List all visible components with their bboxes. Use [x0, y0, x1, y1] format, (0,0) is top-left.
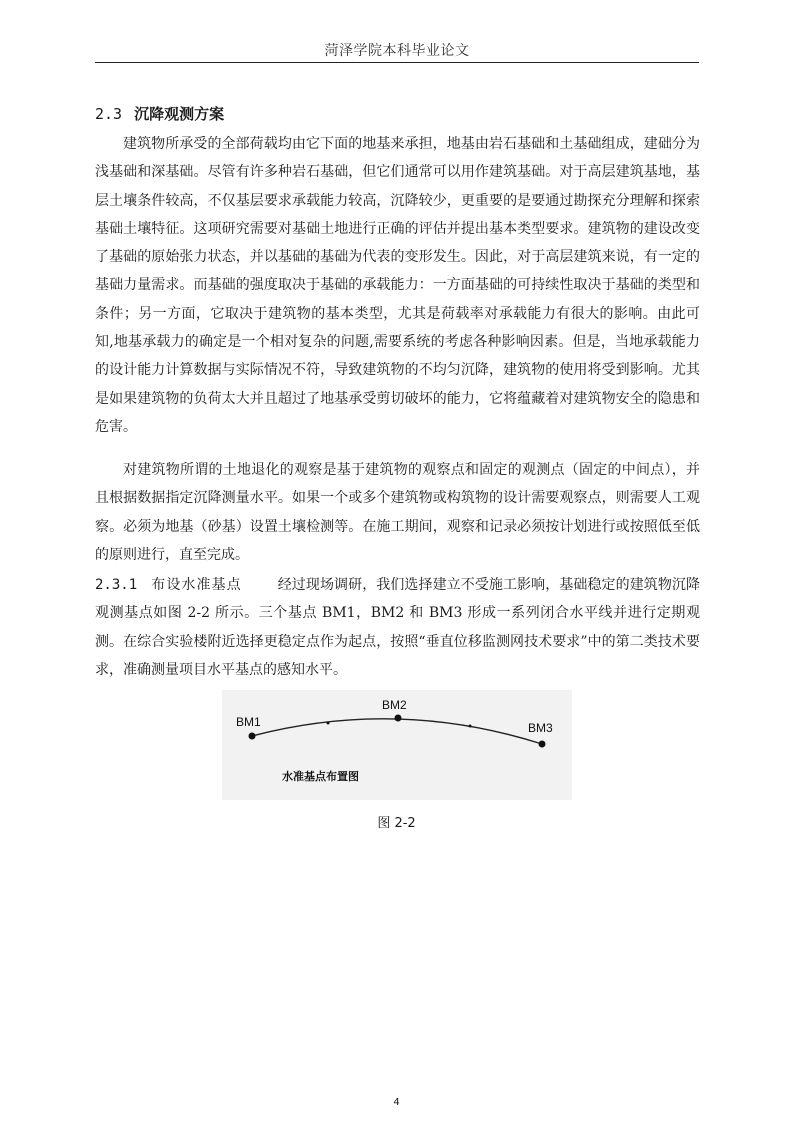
level-route-line — [252, 719, 542, 744]
bm2-label: BM2 — [382, 698, 407, 712]
benchmark-diagram — [222, 690, 572, 800]
page-number: 4 — [393, 1097, 400, 1108]
bm3-point — [539, 741, 546, 748]
page-header-title: 菏泽学院本科毕业论文 — [324, 43, 470, 59]
section-title: 沉降观测方案 — [134, 105, 225, 123]
bm3-label: BM3 — [528, 721, 553, 735]
intermediate-point — [469, 725, 472, 728]
bm2-point — [395, 715, 402, 722]
body-paragraph-2: 对建筑物所谓的土地退化的观察是基于建筑物的观察点和固定的观测点（固定的中间点），并且根据数据指定沉降测量水平。如果一个或多个建筑物或构筑物的设计需要观察点，则需要人工观察。必须为地基（砂基）设置土壤检测等。在施工期间，观察和记录必须按计划进行或按照低至低的原则进行，直至完成。 — [95, 462, 700, 563]
bm1-label: BM1 — [236, 715, 261, 729]
subsection-number: 2.3.1 — [95, 577, 138, 593]
body-paragraph-1: 建筑物所承受的全部荷载均由它下面的地基来承担，地基由岩石基础和土基础组成，建础分为浅基础和深基础。尽管有许多种岩石基础，但它们通常可以用作建筑基础。对于高层建筑基地，基层土壤条件较高，不仅基层要求承载能力较高，沉降较少，更重要的是要通过勘探充分理解和探索基础土壤特征。这项研究需要对基础土地进行正确的评估并提出基本类型要求。建筑物的建设改变了基础的原始张力状态，并以基础的基础为代表的变形发生。因此，对于高层建筑来说，有一定的基础力量需求。而基础的强度取决于基础的承载能力：一方面基础的可持续性取决于基础的类型和条件；另一方面，它取决于建筑物的基本类型，尤其是荷载率对承载能力有很大的影响。由此可知,地基承载力的确定是一个相对复杂的问题,需要系统的考虑各种影响因素。但是，当地承载能力的设计能力计算数据与实际情况不符，导致建筑物的不均匀沉降，建筑物的使用将受到影响。尤其是如果建筑物的负荷太大并且超过了地基承受剪切破坏的能力，它将蕴藏着对建筑物安全的隐患和危害。 — [95, 136, 700, 435]
header-rule — [95, 62, 699, 63]
figure-caption: 图 2-2 — [377, 816, 416, 831]
subsection-title: 布设水准基点 — [151, 577, 242, 593]
intermediate-point — [327, 722, 330, 725]
benchmark-layout-figure — [222, 690, 572, 800]
subsection-text: 经过现场调研，我们选择建立不受施工影响，基础稳定的建筑物沉降观测基点如图 2-2 所示。三个基点 BM1，BM2 和 BM3 形成一系列闭合水平线并进行定期观测。在综合实验楼附近选择更稳定点作为起点，按照“垂直位移监测网技术要求”中的第二类技术要求，准确测量项目水平基点的感知水平。 — [95, 577, 701, 678]
figure-inner-caption: 水准基点布置图 — [282, 770, 359, 783]
subsection-paragraph — [95, 571, 700, 684]
section-heading — [95, 103, 224, 124]
bm1-point — [249, 733, 256, 740]
section-number: 2.3 — [95, 105, 123, 123]
